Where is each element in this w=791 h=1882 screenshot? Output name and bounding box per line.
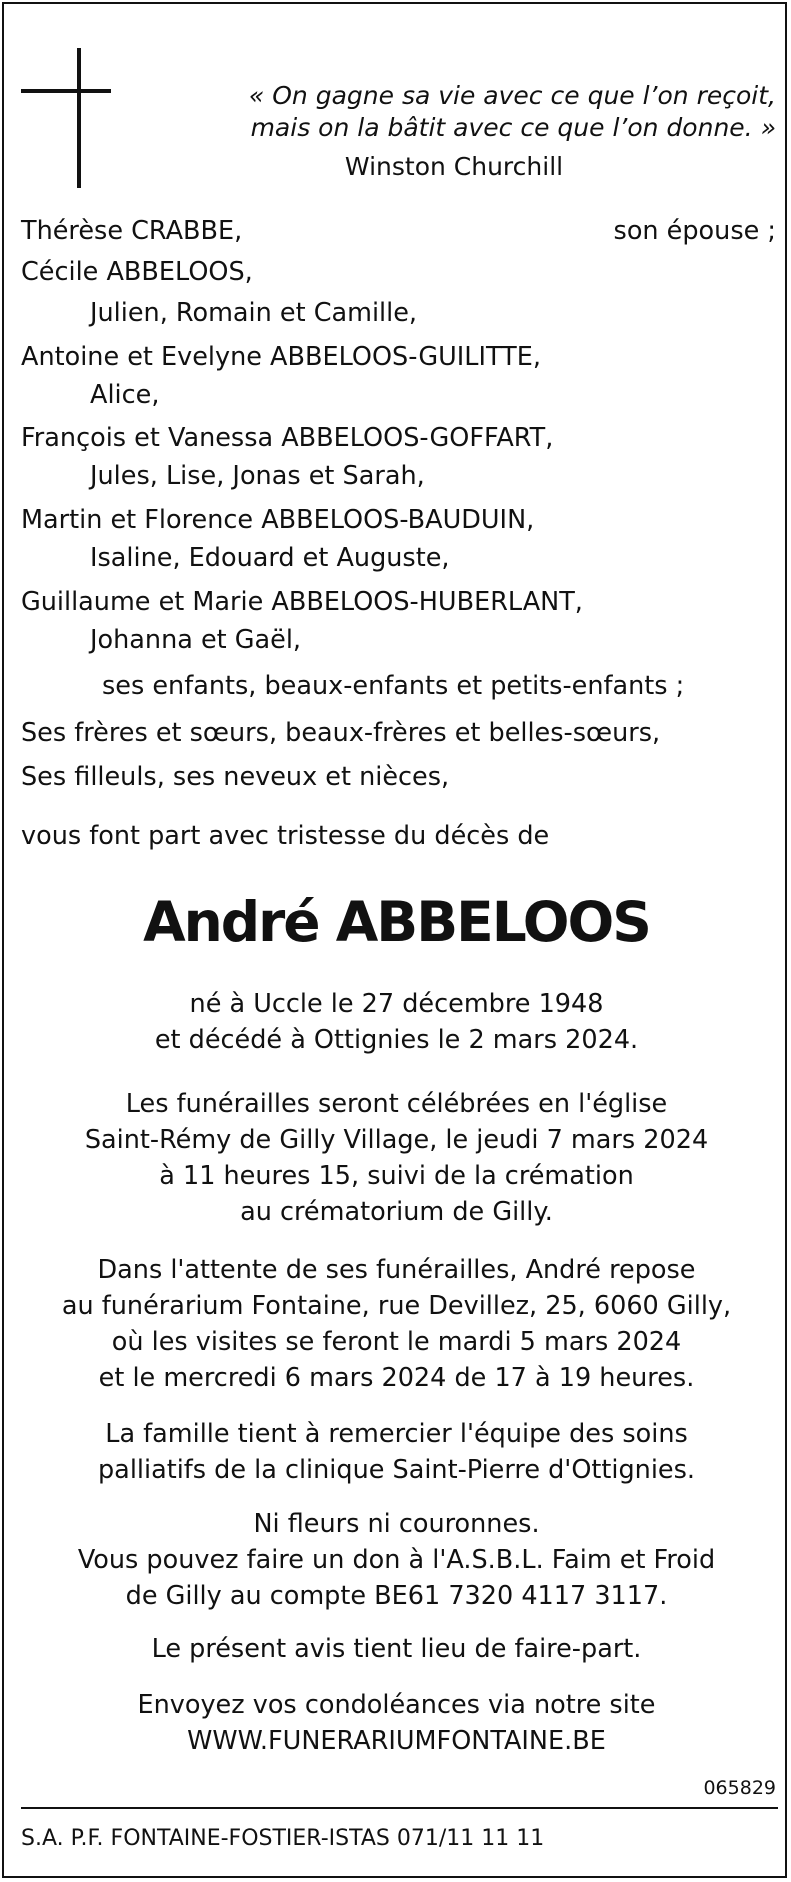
family-member: Johanna et Gaël, <box>90 625 302 655</box>
family-member: Guillaume et Marie ABBELOOS-HUBERLANT, <box>21 587 583 617</box>
obituary-notice <box>2 2 787 1878</box>
text-line: à 11 heures 15, suivi de la crémation <box>159 1161 634 1191</box>
children-role: ses enfants, beaux-enfants et petits-enfants ; <box>102 671 685 701</box>
family-member: Alice, <box>90 380 160 410</box>
deceased-name: André ABBELOOS <box>143 890 650 954</box>
text-line: Envoyez vos condoléances via notre site <box>137 1690 656 1720</box>
donation-paragraph <box>4 1506 789 1614</box>
godchildren: Ses filleuls, ses neveux et nièces, <box>21 762 450 792</box>
text-line: de Gilly au compte BE61 7320 4117 3117. <box>125 1581 668 1611</box>
notice-paragraph <box>4 1631 789 1667</box>
text-line: Les funérailles seront célébrées en l'église <box>125 1089 668 1119</box>
quote-author: Winston Churchill <box>344 152 564 181</box>
funeral-paragraph <box>4 1086 789 1230</box>
text-line: Dans l'attente de ses funérailles, André repose <box>97 1255 696 1285</box>
text-line: Le présent avis tient lieu de faire-part. <box>151 1634 642 1664</box>
visitation-paragraph <box>4 1252 789 1396</box>
text-line: et décédé à Ottignies le 2 mars 2024. <box>154 1025 639 1055</box>
quote-line: mais on la bâtit avec ce que l’on donne. » <box>250 113 776 142</box>
footer-funeral-home: S.A. P.F. FONTAINE-FOSTIER-ISTAS 071/11 11 11 <box>21 1826 545 1851</box>
text-line: Ni fleurs ni couronnes. <box>253 1509 540 1539</box>
text-line: palliatifs de la clinique Saint-Pierre d'Ottignies. <box>98 1455 695 1485</box>
text-line: au crématorium de Gilly. <box>240 1197 553 1227</box>
siblings: Ses frères et sœurs, beaux-frères et belles-sœurs, <box>21 718 661 748</box>
text-line: et le mercredi 6 mars 2024 de 17 à 19 heures. <box>98 1363 695 1393</box>
family-member: Antoine et Evelyne ABBELOOS-GUILITTE, <box>21 342 541 372</box>
family-member: Isaline, Edouard et Auguste, <box>90 543 450 573</box>
thanks-paragraph <box>4 1416 789 1488</box>
family-member: Cécile ABBELOOS, <box>21 257 253 287</box>
birth-death-paragraph <box>4 986 789 1058</box>
family-member: Julien, Romain et Camille, <box>90 298 418 328</box>
text-line: né à Uccle le 27 décembre 1948 <box>189 989 604 1019</box>
cross-icon-horizontal <box>21 89 111 93</box>
footer-divider <box>21 1807 778 1809</box>
family-member: Jules, Lise, Jonas et Sarah, <box>90 461 425 491</box>
condolences-paragraph <box>4 1687 789 1759</box>
quote <box>154 80 776 144</box>
spouse-role: son épouse ; <box>613 216 776 246</box>
reference-number: 065829 <box>703 1777 776 1799</box>
text-line: au funérarium Fontaine, rue Devillez, 25, 6060 Gilly, <box>61 1291 732 1321</box>
quote-line: « On gagne sa vie avec ce que l’on reçoit, <box>248 81 776 110</box>
website-text: WWW.FUNERARIUMFONTAINE.BE <box>187 1726 606 1756</box>
text-line: Vous pouvez faire un don à l'A.S.B.L. Faim et Froid <box>77 1545 716 1575</box>
family-member: François et Vanessa ABBELOOS-GOFFART, <box>21 423 554 453</box>
cross-icon-vertical <box>77 48 81 188</box>
family-member: Martin et Florence ABBELOOS-BAUDUIN, <box>21 505 535 535</box>
text-line: La famille tient à remercier l'équipe des soins <box>105 1419 688 1449</box>
announcement: vous font part avec tristesse du décès de <box>21 821 550 851</box>
text-line: Saint-Rémy de Gilly Village, le jeudi 7 mars 2024 <box>84 1125 709 1155</box>
text-line: où les visites se feront le mardi 5 mars 2024 <box>111 1327 682 1357</box>
spouse-name: Thérèse CRABBE, <box>21 216 243 246</box>
